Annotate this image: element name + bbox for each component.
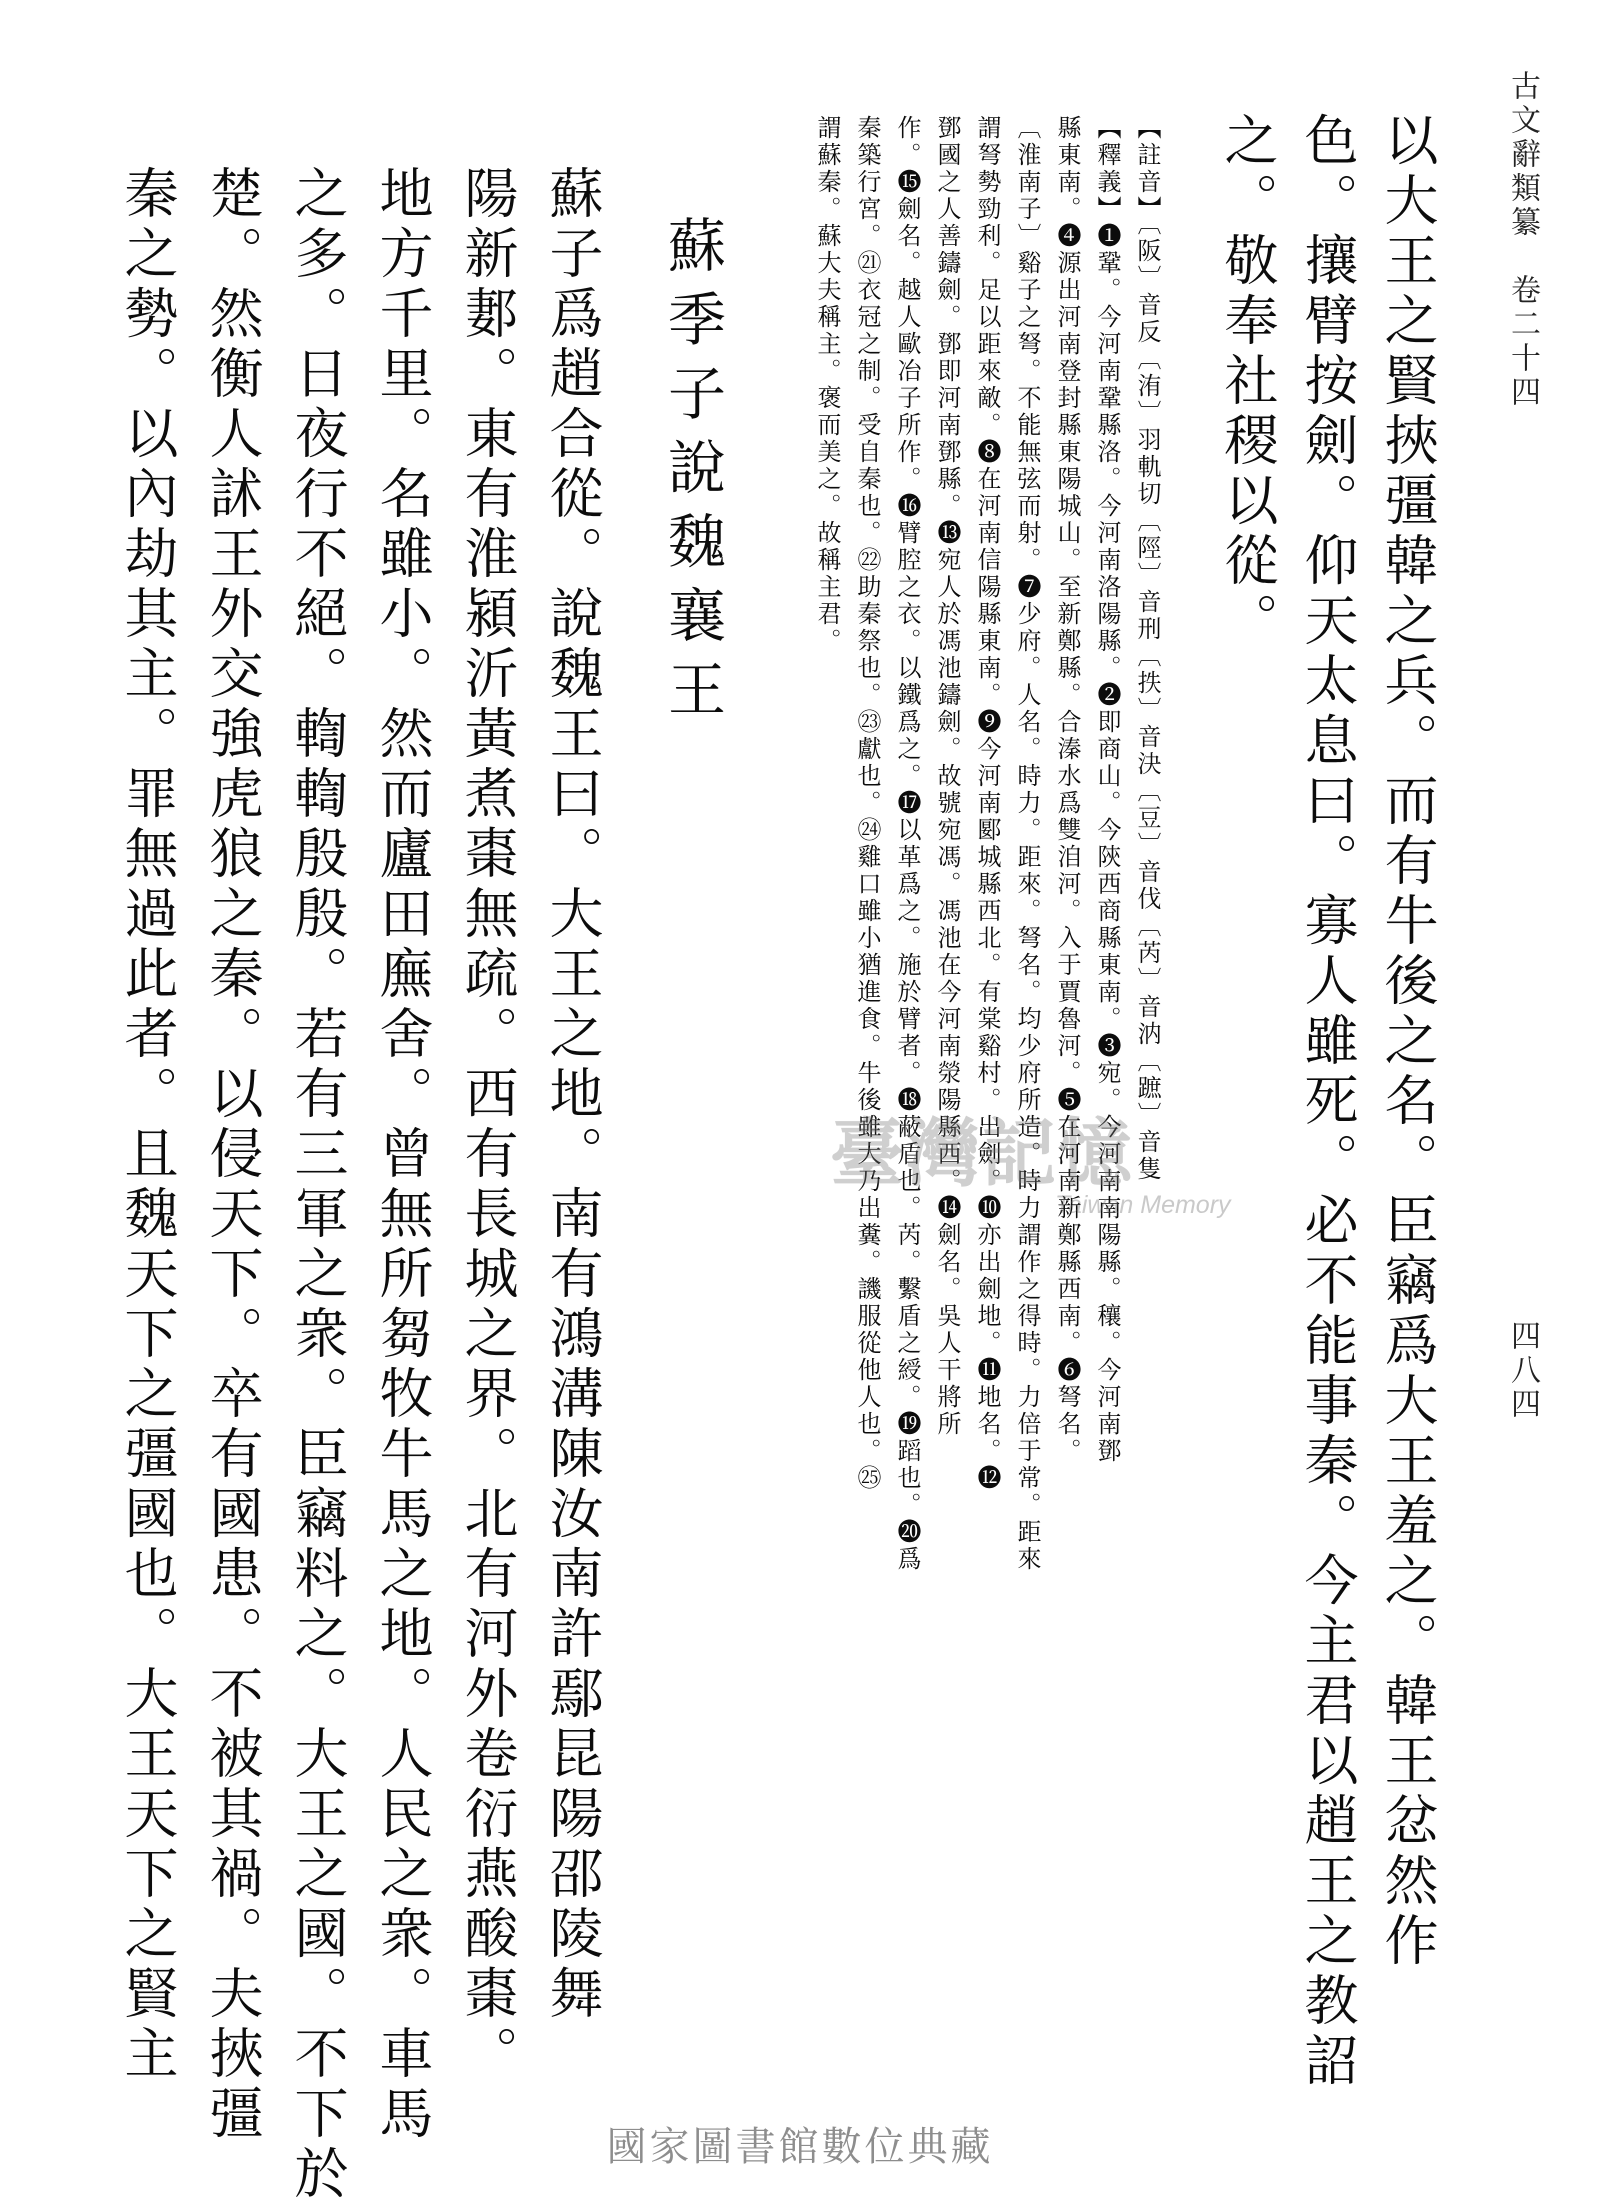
- main-text-column: 色。攘臂按劍。仰天太息曰。寡人雖死。必不能事秦。今主君以趙王之教詔: [1296, 112, 1359, 2092]
- annotation-column: 【釋義】❶鞏。今河南鞏縣洛。今河南洛陽縣。❷即商山。今陝西商縣東南。❸宛。今河南南陽縣。穰。今河南鄧: [1093, 115, 1121, 1465]
- main-text-column: 楚。然衡人訹王外交強虎狼之秦。以侵天下。卒有國患。不被其禍。夫挾彊: [201, 165, 264, 2145]
- main-text-column: 地方千里。名雖小。然而廬田廡舍。曾無所芻牧牛馬之地。人民之衆。車馬: [371, 165, 434, 2145]
- main-text-column: 之多。日夜行不絕。輷輷殷殷。若有三軍之衆。臣竊料之。大王之國。不下於: [286, 165, 349, 2205]
- main-text-column: 之。敬奉社稷以從。: [1216, 112, 1279, 652]
- watermark-subtext: Taiwan Memory: [1055, 1191, 1231, 1219]
- annotation-column: 【註音】〔阪〕音反〔洧〕羽軌切〔陘〕音刑〔抶〕音決〔豆〕音伐〔芮〕音汭〔蹠〕音隻: [1133, 115, 1161, 1183]
- annotation-column: 謂蘇秦。蘇大夫稱主。褒而美之。故稱主君。: [813, 115, 841, 655]
- main-text-column: 陽新郪。東有淮潁沂黃煮棗無疏。西有長城之界。北有河外卷衍燕酸棗。: [456, 165, 519, 2085]
- page-number: 四八四: [1505, 1320, 1540, 1422]
- annotation-column: 〔淮南子〕谿子之弩。不能無弦而射。❼少府。人名。時力。距來。弩名。均少府所造。時力謂作之得時。力倍于常。距來: [1013, 115, 1041, 1573]
- watermark-text: 臺灣記憶: [830, 1111, 1134, 1197]
- running-header-title: 古文辭類纂 卷二十四: [1505, 70, 1540, 410]
- library-footer: 國家圖書館數位典藏: [606, 2124, 994, 2170]
- main-text-column: 蘇子爲趙合從。說魏王曰。大王之地。南有鴻溝陳汝南許鄢昆陽邵陵舞: [541, 165, 604, 2025]
- annotation-column: 縣東南。❹源出河南登封縣東陽城山。至新鄭縣。合溱水爲雙洎河。入于賈魯河。❺在河南新鄭縣西南。❻弩名。: [1053, 115, 1081, 1465]
- annotation-column: 作。⓯劍名。越人歐冶子所作。⓰臂腔之衣。以鐵爲之。⓱以革爲之。施於臂者。⓲蔽盾也。芮。繫盾之綬。⓳蹈也。⓴爲: [893, 115, 921, 1573]
- taiwan-memory-watermark: [830, 1095, 1290, 1235]
- main-text-column: 秦之勢。以內劫其主。罪無過此者。且魏天下之彊國也。大王天下之賢主: [116, 165, 179, 2085]
- section-title: 蘇季子說魏襄王: [658, 215, 726, 733]
- annotation-column: 鄧國之人善鑄劍。鄧即河南鄧縣。⓭宛人於馮池鑄劍。故號宛馮。馮池在今河南滎陽縣西。⓮劍名。吳人干將所: [933, 115, 961, 1438]
- annotation-column: 秦築行宮。㉑衣冠之制。受自秦也。㉒助秦祭也。㉓獻也。㉔雞口雖小猶進食。牛後雖大乃出糞。譏服從他人也。㉕: [853, 115, 881, 1492]
- main-text-column: 以大王之賢挾彊韓之兵。而有牛後之名。臣竊爲大王羞之。韓王忿然作: [1376, 112, 1439, 1972]
- annotation-column: 謂弩勢勁利。足以距來敵。❽在河南信陽縣東南。❾今河南郾城縣西北。有棠谿村。出劍。❿亦出劍地。⓫地名。⓬: [973, 115, 1001, 1492]
